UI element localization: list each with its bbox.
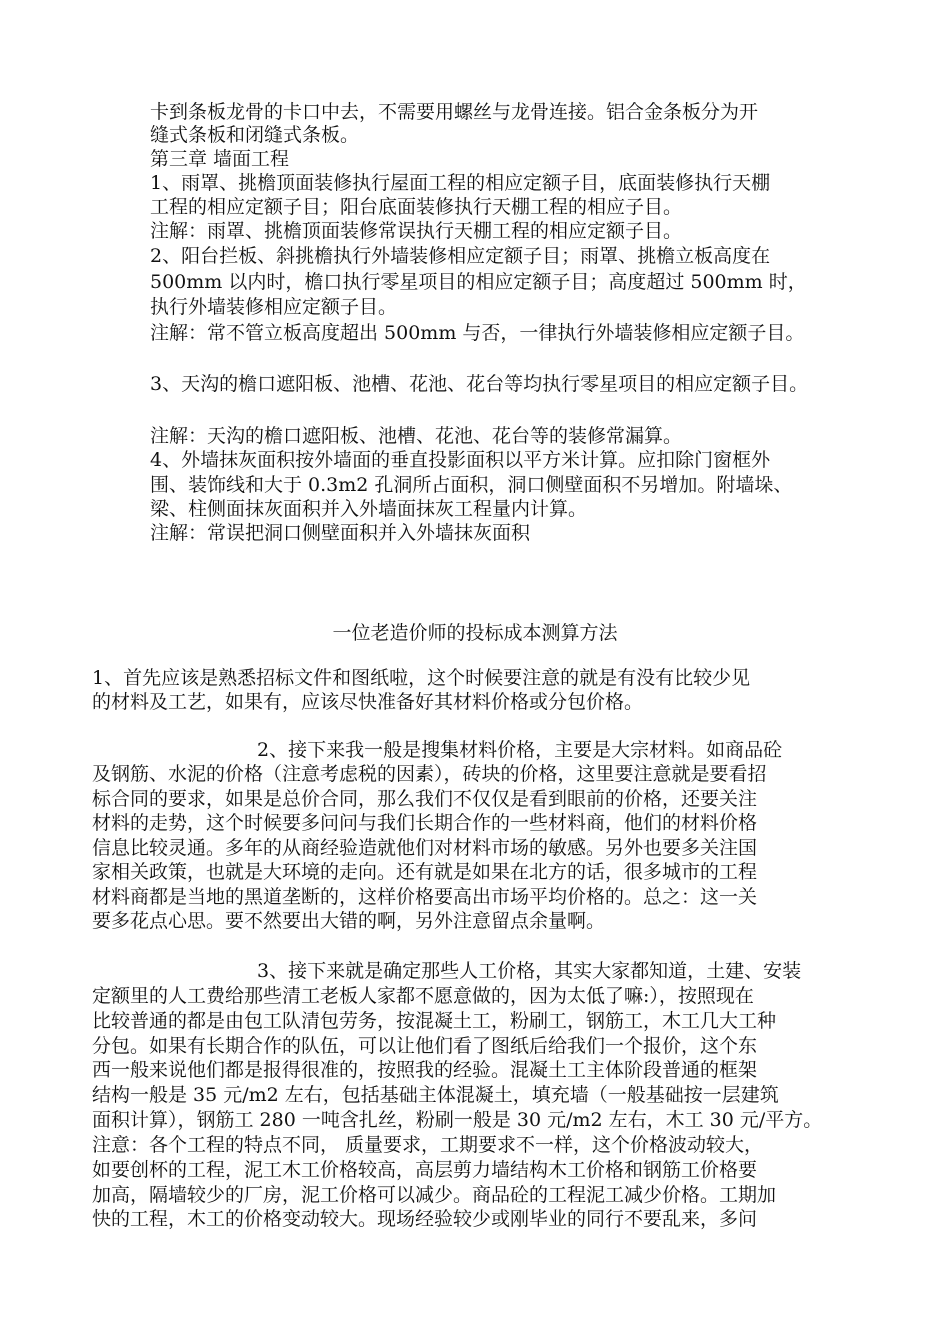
text-line: 信息比较灵通。多年的从商经验造就他们对材料市场的敏感。另外也要多关注国 [92,837,758,859]
text-line: 梁、柱侧面抹灰面积并入外墙面抹灰工程量内计算。 [150,498,588,520]
text-line: 标合同的要求，如果是总价合同，那么我们不仅仅是看到眼前的价格，还要关注 [92,788,758,810]
article-title: 一位老造价师的投标成本测算方法 [332,622,618,644]
text-line: 面积计算），钢筋工 280 一吨含扎丝，粉刷一般是 30 元/m2 左右，木工 30 元/平方。 [92,1109,823,1131]
note-line: 注解：雨罩、挑檐顶面装修常误执行天棚工程的相应定额子目。 [150,220,683,242]
text-line: 3、天沟的檐口遮阳板、池槽、花池、花台等均执行零星项目的相应定额子目。 [150,373,809,395]
note-line: 注意：各个工程的特点不同， 质量要求，工期要求不一样，这个价格波动较大， [92,1134,764,1156]
text-line: 缝式条板和闭缝式条板。 [150,124,360,146]
text-line: 2、阳台拦板、斜挑檐执行外墙装修相应定额子目；雨罩、挑檐立板高度在 [150,245,771,267]
chapter-heading: 第三章 墙面工程 [150,148,290,170]
text-line: 500mm 以内时，檐口执行零星项目的相应定额子目；高度超过 500mm 时， [150,271,807,293]
text-line: 执行外墙装修相应定额子目。 [150,296,398,318]
text-line: 材料的走势，这个时候要多问问与我们长期合作的一些材料商，他们的材料价格 [92,812,758,834]
text-line: 及钢筋、水泥的价格（注意考虑税的因素），砖块的价格，这里要注意就是要看招 [92,763,767,785]
text-line: 工程的相应定额子目；阳台底面装修执行天棚工程的相应子目。 [150,196,683,218]
text-line: 要多花点心思。要不然要出大错的啊，另外注意留点余量啊。 [92,910,606,932]
text-line: 比较普通的都是由包工队清包劳务，按混凝土工，粉刷工，钢筋工，木工几大工种 [92,1010,777,1032]
text-line: 加高，隔墙较少的厂房，泥工价格可以减少。商品砼的工程泥工减少价格。工期加 [92,1184,777,1206]
text-line: 快的工程，木工的价格变动较大。现场经验较少或刚毕业的同行不要乱来，多问 [92,1208,758,1230]
text-line: 3、接下来就是确定那些人工价格，其实大家都知道，土建、安装 [257,960,802,982]
text-line: 材料商都是当地的黑道垄断的，这样价格要高出市场平均价格的。总之：这一关 [92,886,758,908]
text-line: 家相关政策，也就是大环境的走向。还有就是如果在北方的话，很多城市的工程 [92,861,758,883]
text-line: 1、首先应该是熟悉招标文件和图纸啦，这个时候要注意的就是有没有比较少见 [92,667,751,689]
text-line: 2、接下来我一般是搜集材料价格，主要是大宗材料。如商品砼 [257,739,783,761]
text-line: 西一般来说他们都是报得很准的，按照我的经验。混凝土工主体阶段普通的框架 [92,1059,758,1081]
note-line: 注解：常误把洞口侧壁面积并入外墙抹灰面积 [150,522,531,544]
text-line: 分包。如果有长期合作的队伍，可以让他们看了图纸后给我们一个报价，这个东 [92,1035,758,1057]
text-line: 围、装饰线和大于 0.3m2 孔洞所占面积，洞口侧壁面积不另增加。附墙垛、 [150,474,793,496]
note-line: 注解：常不管立板高度超出 500mm 与否，一律执行外墙装修相应定额子目。 [150,322,805,344]
text-line: 定额里的人工费给那些清工老板人家都不愿意做的，因为太低了嘛:），按照现在 [92,985,754,1007]
text-line: 的材料及工艺，如果有，应该尽快准备好其材料价格或分包价格。 [92,691,644,713]
text-line: 卡到条板龙骨的卡口中去，不需要用螺丝与龙骨连接。铝合金条板分为开 [150,101,759,123]
note-line: 注解：天沟的檐口遮阳板、池槽、花池、花台等的装修常漏算。 [150,425,683,447]
text-line: 4、外墙抹灰面积按外墙面的垂直投影面积以平方米计算。应扣除门窗框外 [150,449,771,471]
text-line: 如要创杯的工程，泥工木工价格较高，高层剪力墙结构木工价格和钢筋工价格要 [92,1159,758,1181]
text-line: 结构一般是 35 元/m2 左右，包括基础主体混凝土，填充墙（一般基础按一层建筑 [92,1084,779,1106]
text-line: 1、雨罩、挑檐顶面装修执行屋面工程的相应定额子目，底面装修执行天棚 [150,172,771,194]
